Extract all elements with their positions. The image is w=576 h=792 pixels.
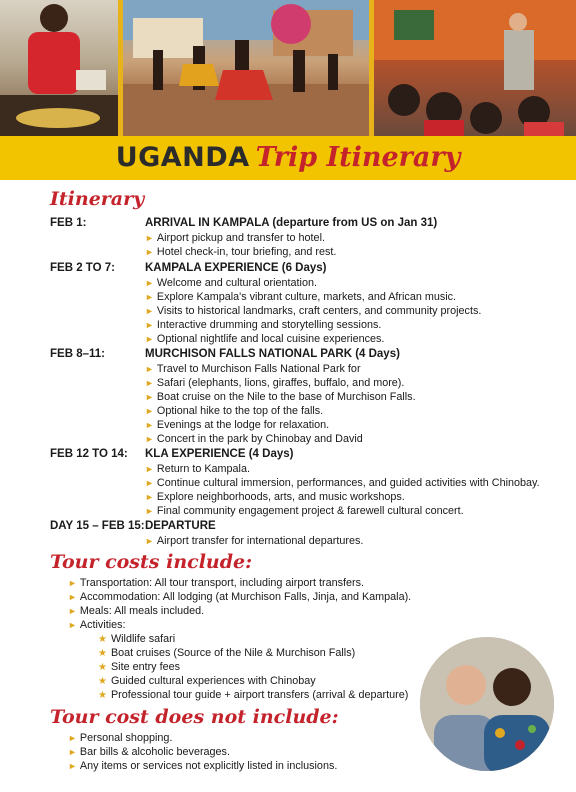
list-item: ► Airport transfer for international departures. [145,535,364,547]
list-item: ► Airport pickup and transfer to hotel. [145,232,325,244]
list-item: ► Boat cruise on the Nile to the base of Murchison Falls. [145,391,416,403]
day-title: KLA EXPERIENCE (4 Days) [145,448,294,460]
photo-school-visit [374,0,576,136]
list-item: ► Explore neighborhoods, arts, and music workshops. [145,491,405,503]
day-date: FEB 12 TO 14: [50,448,128,460]
triangle-bullet-icon: ► [145,233,154,243]
list-item: ► Bar bills & alcoholic beverages. [68,746,230,758]
list-item: ► Interactive drumming and storytelling sessions. [145,319,382,331]
triangle-bullet-icon: ► [145,478,154,488]
page-title [0,136,576,180]
star-bullet-icon: ★ [98,690,107,701]
header-photo-strip [0,0,576,136]
day-title: DEPARTURE [145,520,216,532]
triangle-bullet-icon: ► [145,464,154,474]
triangle-bullet-icon: ► [145,536,154,546]
photo-street-cooking [0,0,118,136]
title-script: Trip Itinerary [255,142,461,173]
triangle-bullet-icon: ► [68,578,77,588]
triangle-bullet-icon: ► [68,761,77,771]
triangle-bullet-icon: ► [145,364,154,374]
list-item: ★ Site entry fees [98,661,180,673]
itinerary-heading: Itinerary [50,188,145,210]
list-item: ► Concert in the park by Chinobay and David [145,433,363,445]
photo-dance-performance [123,0,369,136]
day-title: MURCHISON FALLS NATIONAL PARK (4 Days) [145,348,400,360]
list-item: ★ Wildlife safari [98,633,176,645]
list-item: ► Safari (elephants, lions, giraffes, buffalo, and more). [145,377,405,389]
list-item: ► Welcome and cultural orientation. [145,277,317,289]
list-item: ► Optional nightlife and local cuisine experiences. [145,333,385,345]
list-item: ► Personal shopping. [68,732,173,744]
list-item: ► Meals: All meals included. [68,605,205,617]
list-item: ► Visits to historical landmarks, craft centers, and community projects. [145,305,482,317]
title-main: UGANDA [115,142,250,173]
triangle-bullet-icon: ► [68,733,77,743]
triangle-bullet-icon: ► [145,506,154,516]
excludes-heading: Tour cost does not include: [50,706,339,728]
day-date: FEB 1: [50,217,87,229]
list-item: ★ Boat cruises (Source of the Nile & Murchison Falls) [98,647,356,659]
triangle-bullet-icon: ► [145,392,154,402]
day-title: KAMPALA EXPERIENCE (6 Days) [145,262,327,274]
triangle-bullet-icon: ► [145,247,154,257]
triangle-bullet-icon: ► [145,378,154,388]
list-item: ► Return to Kampala. [145,463,250,475]
day-date: DAY 15 – FEB 15: [50,520,145,532]
list-item: ► Transportation: All tour transport, including airport transfers. [68,577,364,589]
day-title: ARRIVAL IN KAMPALA (departure from US on Jan 31) [145,217,438,229]
includes-heading: Tour costs include: [50,551,253,573]
triangle-bullet-icon: ► [68,620,77,630]
list-item: ★ Guided cultural experiences with Chinobay [98,675,316,687]
list-item: ► Evenings at the lodge for relaxation. [145,419,330,431]
hosts-portrait [420,637,554,771]
triangle-bullet-icon: ► [145,320,154,330]
list-item: ► Explore Kampala's vibrant culture, markets, and African music. [145,291,457,303]
triangle-bullet-icon: ► [145,292,154,302]
triangle-bullet-icon: ► [145,278,154,288]
star-bullet-icon: ★ [98,634,107,645]
triangle-bullet-icon: ► [145,434,154,444]
day-date: FEB 8–11: [50,348,105,360]
list-item: ► Accommodation: All lodging (at Murchison Falls, Jinja, and Kampala). [68,591,412,603]
star-bullet-icon: ★ [98,648,107,659]
triangle-bullet-icon: ► [145,306,154,316]
triangle-bullet-icon: ► [145,492,154,502]
list-item: ► Final community engagement project & farewell cultural concert. [145,505,464,517]
star-bullet-icon: ★ [98,676,107,687]
list-item: ► Any items or services not explicitly listed in inclusions. [68,760,338,772]
triangle-bullet-icon: ► [68,747,77,757]
list-item: ► Activities: [68,619,126,631]
day-date: FEB 2 TO 7: [50,262,115,274]
triangle-bullet-icon: ► [68,592,77,602]
list-item: ★ Professional tour guide + airport transfers (arrival & departure) [98,689,409,701]
list-item: ► Optional hike to the top of the falls. [145,405,324,417]
star-bullet-icon: ★ [98,662,107,673]
triangle-bullet-icon: ► [145,420,154,430]
triangle-bullet-icon: ► [145,334,154,344]
list-item: ► Travel to Murchison Falls National Park for [145,363,361,375]
list-item: ► Hotel check-in, tour briefing, and rest. [145,246,337,258]
list-item: ► Continue cultural immersion, performances, and guided activities with Chinobay. [145,477,540,489]
triangle-bullet-icon: ► [145,406,154,416]
triangle-bullet-icon: ► [68,606,77,616]
